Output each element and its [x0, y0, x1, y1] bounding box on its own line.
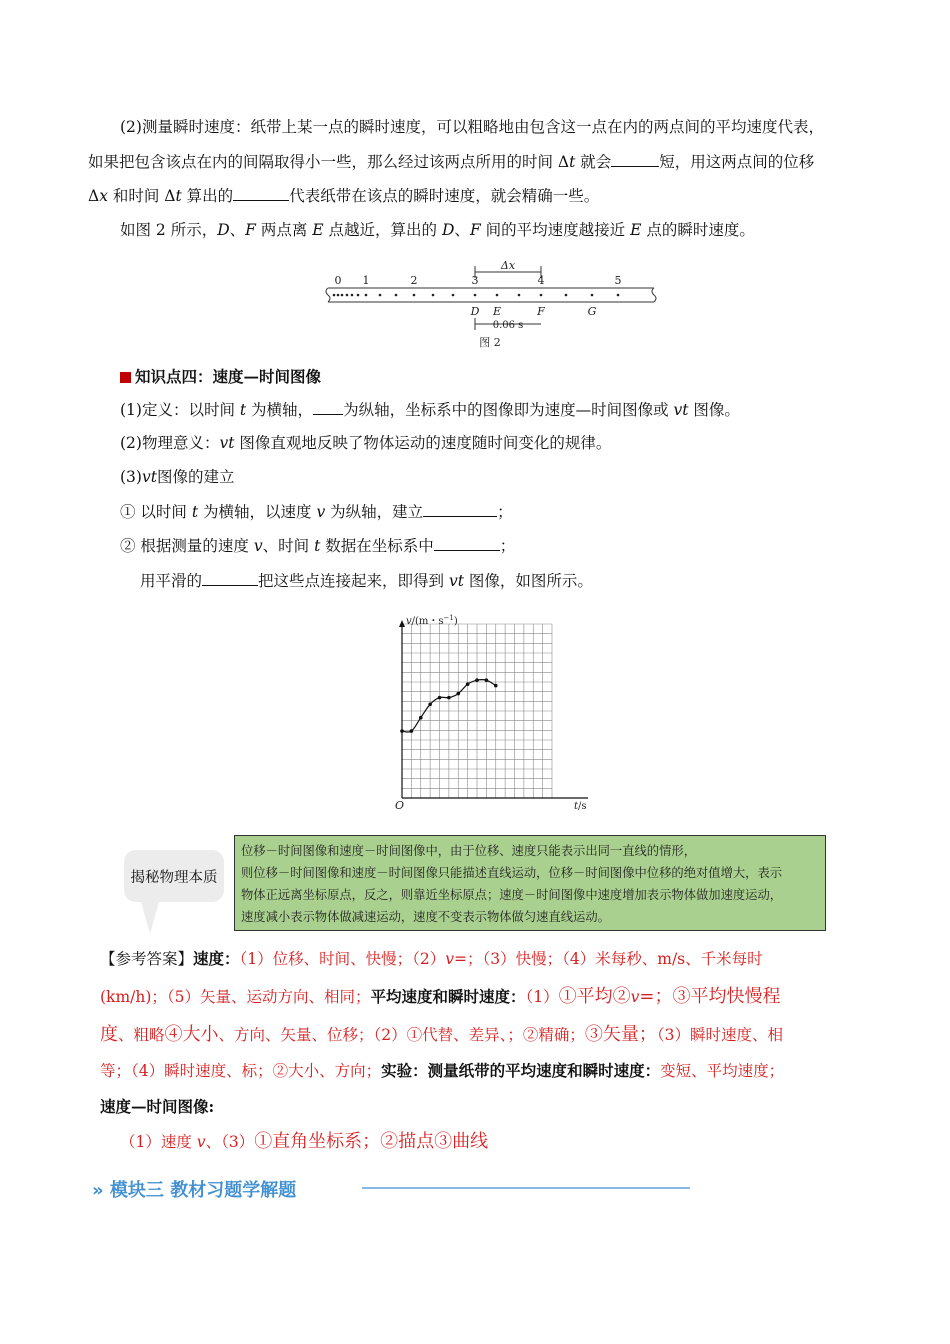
data-point — [400, 729, 404, 733]
paragraph-figure2-explanation: 如图 2 所示，D、F 两点离 E 点越近，算出的 D、F 间的平均速度越接近 E 点的瞬时速度。 — [120, 221, 755, 239]
meaning-line: (2)物理意义：vt 图像直观地反映了物体运动的速度随时间变化的规律。 — [120, 434, 612, 452]
answer-line-1: 【参考答案】速度：（1）位移、时间、快慢；（2）v=；（3）快慢；（4）米每秒、m/s、千米每时 — [100, 949, 763, 968]
answer-line-5: 速度—时间图像: — [100, 1097, 215, 1116]
tape-number-4: 4 — [537, 274, 545, 287]
tape-number-3: 3 — [471, 274, 479, 287]
tape-dot — [540, 294, 543, 297]
fill-blank — [313, 398, 343, 415]
tape-number-2: 2 — [410, 274, 418, 287]
x-axis-label: t/s — [574, 801, 587, 812]
data-point — [410, 729, 414, 733]
tape-dot — [617, 294, 620, 297]
tape-dot — [452, 294, 455, 297]
paragraph-instant-velocity-1: (2)测量瞬时速度：纸带上某一点的瞬时速度，可以粗略地由包含这一点在内的两点间的平均速度代表， — [120, 118, 824, 136]
step-3-line: 用平滑的 把这些点连接起来，即得到 vt 图像，如图所示。 — [140, 569, 930, 592]
fill-blank — [434, 534, 500, 551]
data-point — [466, 682, 470, 686]
tape-dot — [395, 294, 398, 297]
physics-essence-box — [234, 835, 826, 931]
tape-letter-d: D — [470, 305, 480, 318]
callout-bubble: 揭秘物理本质 — [124, 850, 224, 902]
box-line: 物体正远离坐标原点，反之，则靠近坐标原点；速度－时间图像中速度增加表示物体做加速度运动， — [241, 888, 783, 902]
box-line: 位移－时间图像和速度－时间图像中，由于位移、速度只能表示出同一直线的情形， — [241, 844, 696, 858]
answer-line-4: 等；（4）瞬时速度、标；②大小、方向；实验：测量纸带的平均速度和瞬时速度：变短、平均速度； — [100, 1061, 785, 1080]
square-bullet-icon — [120, 372, 131, 383]
tape-number-0: 0 — [334, 274, 342, 287]
tape-dot — [474, 294, 477, 297]
tape-dot — [413, 294, 416, 297]
tape-caption: 图 2 — [479, 336, 501, 349]
callout-tail — [140, 898, 160, 934]
box-line: 则位移－时间图像和速度－时间图像只能描述直线运动，位移－时间图像中位移的绝对值增大，表示 — [241, 866, 783, 880]
tape-letter-f: F — [537, 305, 545, 318]
answer-line-2: (km/h)；（5）矢量、运动方向、相同；平均速度和瞬时速度：（1）①平均②v=；③平均快慢程 — [100, 986, 781, 1007]
tape-letter-g: G — [587, 305, 597, 318]
box-line: 速度减小表示物体做减速运动，速度不变表示物体做匀速直线运动。 — [241, 910, 610, 924]
data-point — [475, 678, 479, 682]
establish-line: (3)vt图像的建立 — [120, 468, 235, 486]
tape-dot — [365, 294, 368, 297]
tape-dot — [337, 294, 340, 297]
fill-blank — [423, 500, 497, 517]
data-point — [456, 692, 460, 696]
y-axis-label: v/(m・$s^{-1}$) — [406, 614, 458, 627]
data-point — [494, 684, 498, 688]
tape-dot — [591, 294, 594, 297]
origin-label: O — [395, 799, 405, 812]
data-point — [419, 716, 423, 720]
step-1-line: ① 以时间 t 为横轴，以速度 v 为纵轴，建立 ； — [120, 500, 910, 523]
data-point — [438, 696, 442, 700]
fill-blank — [611, 150, 659, 167]
tape-letter-e: E — [492, 305, 502, 318]
tape-dot — [432, 294, 435, 297]
fill-blank — [233, 184, 289, 201]
tape-figure — [320, 256, 660, 352]
module-banner: » 模块三 教材习题学解题 — [92, 1180, 297, 1201]
tape-dot — [357, 294, 360, 297]
fill-blank — [202, 569, 258, 586]
tape-number-5: 5 — [614, 274, 622, 287]
tape-dot — [351, 294, 354, 297]
paragraph-instant-velocity-3: Δx 和时间 Δt 算出的 代表纸带在该点的瞬时速度，就会精确一些。 — [88, 184, 878, 207]
tape-dot — [379, 294, 382, 297]
data-point — [485, 678, 489, 682]
paragraph-instant-velocity-2: 如果把包含该点在内的间隔取得小一些，那么经过该两点所用的时间 Δt 就会 短，用这两点间的位移 — [88, 150, 878, 173]
tape-dot — [518, 294, 521, 297]
answer-line-3: 度、粗略④大小、方向、矢量、位移；（2）①代替、差异、；②精确；③矢量；（3）瞬时速度、相 — [100, 1024, 784, 1045]
vt-graph — [392, 610, 598, 816]
tape-dot — [341, 294, 344, 297]
data-point — [428, 703, 432, 707]
section-heading: 知识点四：速度—时间图像 — [120, 366, 910, 388]
tape-dt-label: 0.06 s — [492, 320, 524, 331]
step-2-line: ② 根据测量的速度 v、时间 t 数据在坐标系中 ； — [120, 534, 910, 557]
module-divider — [362, 1187, 690, 1189]
data-point — [447, 696, 451, 700]
tape-dx-label: Δx — [500, 259, 516, 272]
tape-dot — [565, 294, 568, 297]
tape-dot — [333, 294, 336, 297]
tape-dot — [496, 294, 499, 297]
tape-dot — [346, 294, 349, 297]
definition-line: (1)定义：以时间 t 为横轴， 为纵轴，坐标系中的图像即为速度—时间图像或 vt 图像。 — [120, 398, 910, 421]
tape-number-1: 1 — [362, 274, 370, 287]
answer-line-6: （1）速度 v、（3）①直角坐标系；②描点③曲线 — [120, 1131, 489, 1152]
double-chevron-icon: » — [92, 1180, 104, 1201]
y-axis-arrow-icon — [399, 620, 405, 627]
